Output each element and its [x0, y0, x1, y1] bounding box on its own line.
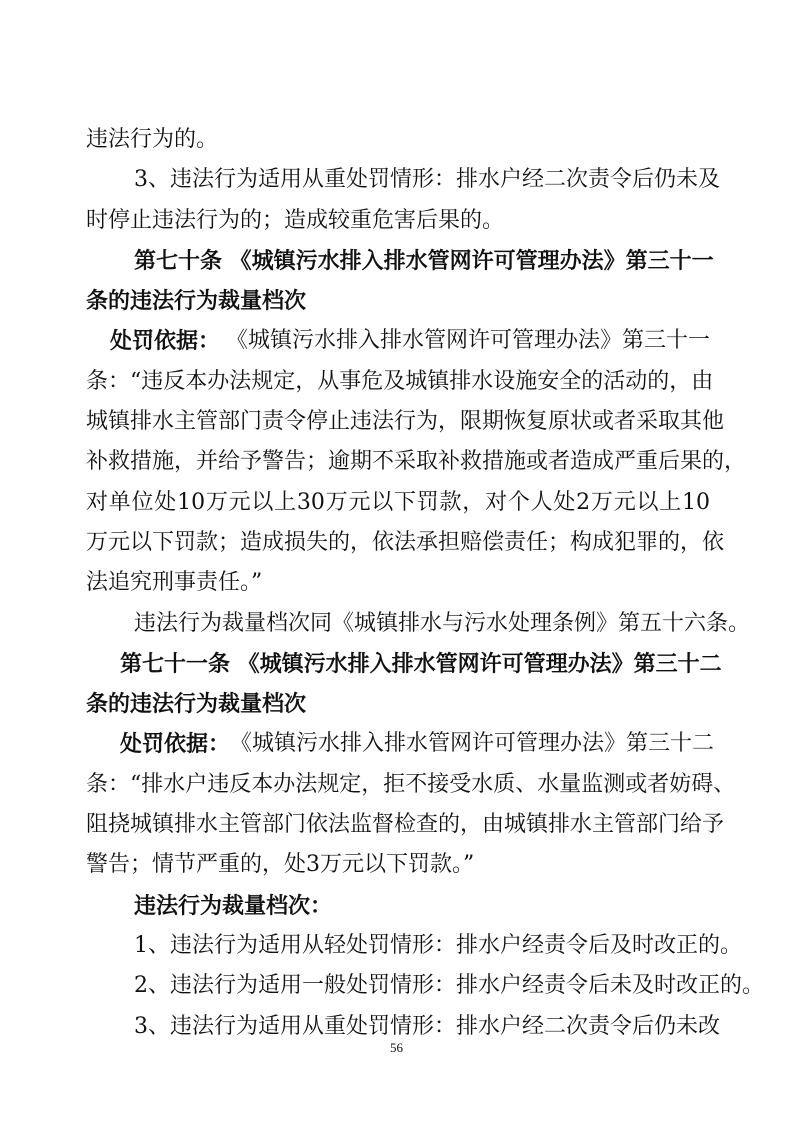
- paragraph-line: 对单位处10万元以上30万元以下罚款，对个人处2万元以上10: [86, 489, 710, 515]
- article-heading-70: 第七十条 《城镇污水排入排水管网许可管理办法》第三十一: [134, 247, 714, 274]
- penalty-basis-line: [86, 321, 710, 361]
- article-heading-71: 第七十一条 《城镇污水排入排水管网许可管理办法》第三十二: [120, 650, 722, 677]
- paragraph-line: 补救措施，并给予警告；逾期不采取补救措施或者造成严重后果的，: [86, 449, 747, 475]
- paragraph-line: 3、违法行为适用从重处罚情形：排水户经二次责令后仍未及: [134, 167, 720, 193]
- penalty-basis-text: 《城镇污水排入排水管网许可管理办法》第三十一: [225, 328, 710, 354]
- paragraph-line: 法追究刑事责任。”: [86, 570, 263, 596]
- penalty-basis-label: 处罚依据：: [110, 328, 221, 355]
- document-body: [86, 120, 764, 1047]
- article-heading-70-cont: 条的违法行为裁量档次: [86, 288, 307, 315]
- paragraph-line: 条：“违反本办法规定，从事危及城镇排水设施安全的活动的，由: [86, 368, 714, 394]
- paragraph-line: 阻挠城镇排水主管部门依法监督检查的，由城镇排水主管部门给予: [86, 812, 725, 838]
- list-item: 3、违法行为适用从重处罚情形：排水户经二次责令后仍未改: [134, 1013, 720, 1039]
- article-heading-71-cont: 条的违法行为裁量档次: [86, 691, 307, 718]
- paragraph-line: 违法行为裁量档次同《城镇排水与污水处理条例》第五十六条。: [134, 610, 751, 636]
- list-item: 1、违法行为适用从轻处罚情形：排水户经责令后及时改正的。: [134, 932, 742, 958]
- paragraph-line: 警告；情节严重的，处3万元以下罚款。”: [86, 852, 475, 878]
- paragraph-line: 城镇排水主管部门责令停止违法行为，限期恢复原状或者采取其他: [86, 409, 725, 435]
- penalty-basis-line: [86, 724, 715, 764]
- paragraph-line: 条：“排水户违反本办法规定，拒不接受水质、水量监测或者妨碍、: [86, 771, 736, 797]
- list-item: 2、违法行为适用一般处罚情形：排水户经责令后未及时改正的。: [134, 973, 764, 999]
- discretion-heading: 违法行为裁量档次：: [134, 892, 333, 919]
- paragraph-line: 违法行为的。: [86, 127, 219, 152]
- penalty-basis-label: 处罚依据：: [120, 731, 231, 758]
- paragraph-line: 时停止违法行为的；造成较重危害后果的。: [86, 207, 505, 233]
- page-number: 56: [390, 1040, 403, 1055]
- paragraph-line: 万元以下罚款；造成损失的，依法承担赔偿责任；构成犯罪的，依: [86, 529, 725, 555]
- penalty-basis-text: 《城镇污水排入排水管网许可管理办法》第三十二: [230, 731, 715, 757]
